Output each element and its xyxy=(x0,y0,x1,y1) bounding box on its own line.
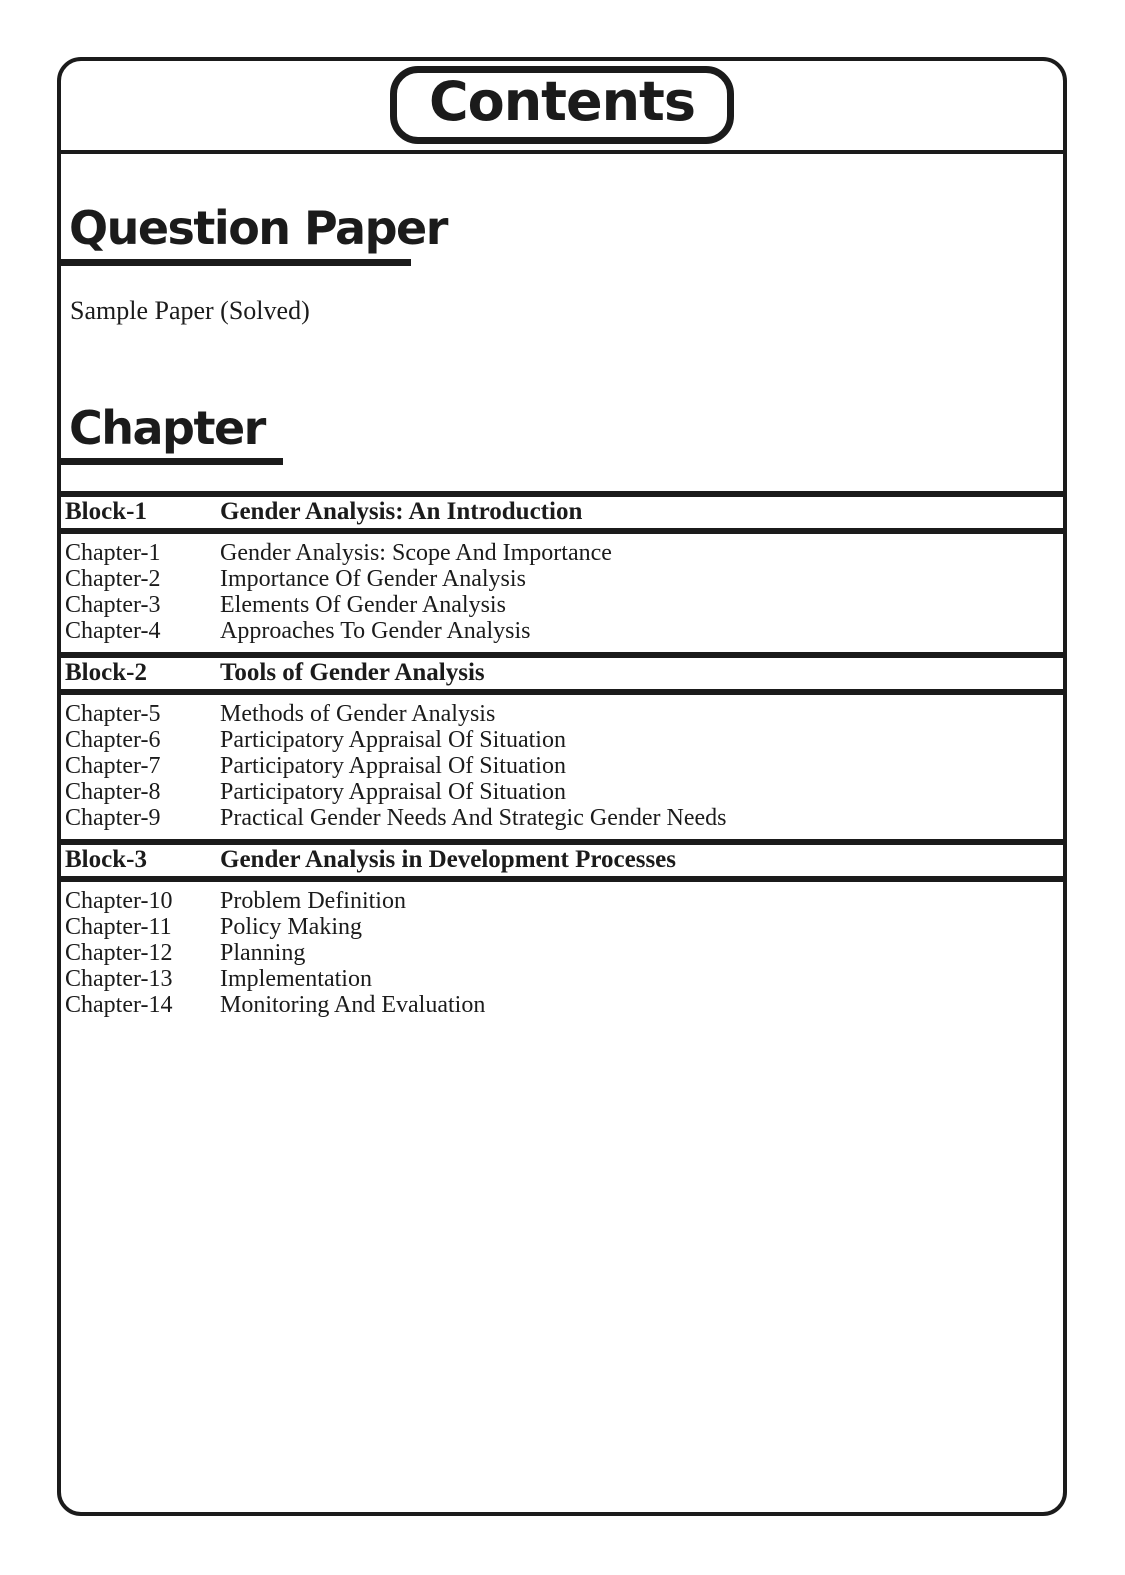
block-2-chapter-list xyxy=(61,695,1063,839)
contents-badge-label: Contents xyxy=(428,70,695,133)
chapter-title: Approaches To Gender Analysis xyxy=(220,618,531,645)
chapter-row xyxy=(65,940,1063,966)
header-band xyxy=(61,61,1063,154)
chapter-label: Chapter-10 xyxy=(65,888,173,915)
chapter-label: Chapter-13 xyxy=(65,966,173,993)
chapter-row xyxy=(65,566,1063,592)
block-2-header xyxy=(61,658,1063,689)
block-title: Gender Analysis: An Introduction xyxy=(220,498,583,526)
chapter-title: Practical Gender Needs And Strategic Gender Needs xyxy=(220,805,727,832)
block-1-header xyxy=(61,497,1063,528)
chapter-title: Gender Analysis: Scope And Importance xyxy=(220,540,612,567)
block-3-chapter-list xyxy=(61,882,1063,1026)
chapter-title: Implementation xyxy=(220,966,372,993)
chapter-label: Chapter-3 xyxy=(65,592,161,619)
chapter-title: Monitoring And Evaluation xyxy=(220,992,486,1019)
chapter-label: Chapter-9 xyxy=(65,805,161,832)
contents-page-frame xyxy=(57,57,1067,1516)
chapter-row xyxy=(65,753,1063,779)
block-title: Tools of Gender Analysis xyxy=(220,659,485,687)
chapter-title: Participatory Appraisal Of Situation xyxy=(220,727,566,754)
chapter-row xyxy=(65,966,1063,992)
chapter-title: Participatory Appraisal Of Situation xyxy=(220,753,566,780)
chapter-row xyxy=(65,779,1063,805)
chapter-label: Chapter-7 xyxy=(65,753,161,780)
block-3-header xyxy=(61,845,1063,876)
chapter-label: Chapter-4 xyxy=(65,618,161,645)
chapter-row xyxy=(65,914,1063,940)
chapter-label: Chapter-8 xyxy=(65,779,161,806)
chapter-row xyxy=(65,618,1063,644)
chapter-label: Chapter-6 xyxy=(65,727,161,754)
chapter-title: Policy Making xyxy=(220,914,362,941)
chapter-title: Methods of Gender Analysis xyxy=(220,701,496,728)
chapter-row xyxy=(65,701,1063,727)
chapter-label: Chapter-2 xyxy=(65,566,161,593)
block-1-chapter-list xyxy=(61,534,1063,652)
chapter-underline xyxy=(61,458,283,465)
block-label: Block-2 xyxy=(65,659,147,687)
chapter-row xyxy=(65,592,1063,618)
question-paper-underline xyxy=(61,259,411,266)
sample-paper-item: Sample Paper (Solved) xyxy=(70,295,310,325)
chapter-heading: Chapter xyxy=(69,400,265,455)
toc-table xyxy=(61,491,1063,1026)
chapter-label: Chapter-11 xyxy=(65,914,172,941)
chapter-label: Chapter-14 xyxy=(65,992,173,1019)
contents-badge xyxy=(390,66,734,144)
chapter-row xyxy=(65,727,1063,753)
chapter-title: Participatory Appraisal Of Situation xyxy=(220,779,566,806)
chapter-row xyxy=(65,992,1063,1018)
chapter-title: Elements Of Gender Analysis xyxy=(220,592,506,619)
chapter-row xyxy=(65,540,1063,566)
block-title: Gender Analysis in Development Processes xyxy=(220,846,677,874)
chapter-title: Planning xyxy=(220,940,306,967)
chapter-label: Chapter-5 xyxy=(65,701,161,728)
chapter-row xyxy=(65,888,1063,914)
block-label: Block-3 xyxy=(65,846,147,874)
chapter-row xyxy=(65,805,1063,831)
block-label: Block-1 xyxy=(65,498,147,526)
chapter-title: Problem Definition xyxy=(220,888,406,915)
question-paper-heading: Question Paper xyxy=(69,201,447,255)
chapter-label: Chapter-12 xyxy=(65,940,173,967)
chapter-label: Chapter-1 xyxy=(65,540,161,567)
chapter-title: Importance Of Gender Analysis xyxy=(220,566,526,593)
